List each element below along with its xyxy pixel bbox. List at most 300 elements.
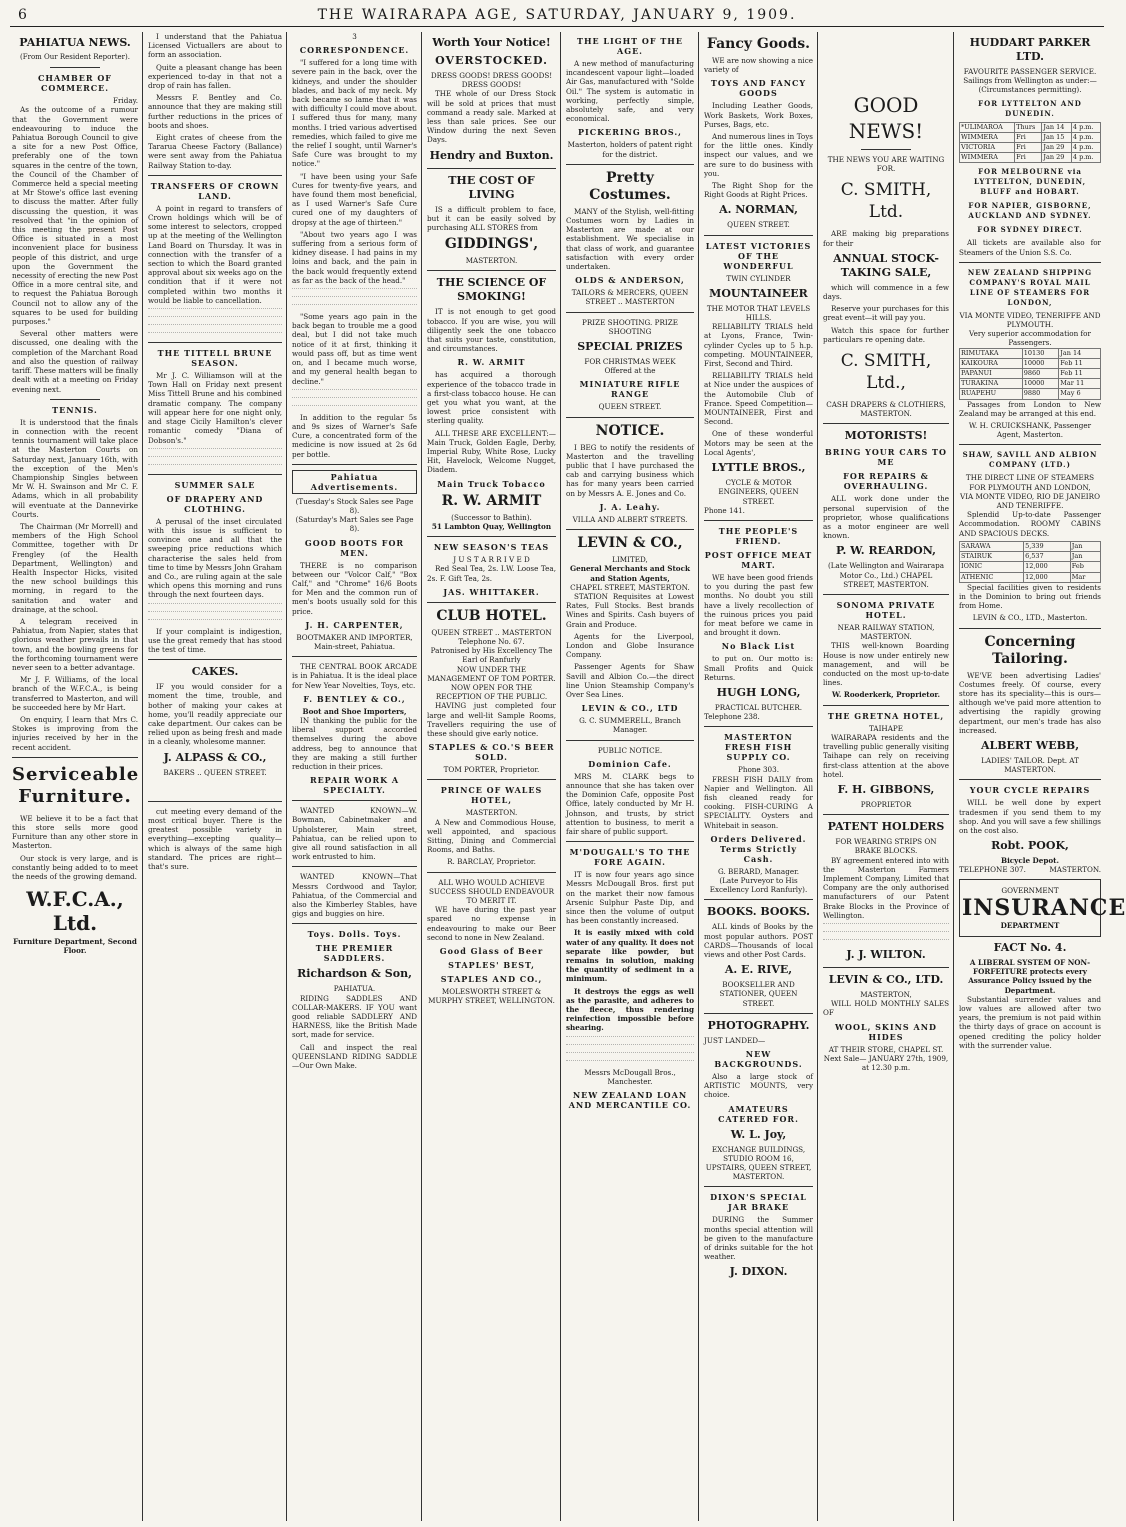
table-row xyxy=(960,153,1101,163)
ad-address: G. BERARD, Manager. xyxy=(717,866,799,876)
ad-subline: THE NEWS YOU ARE WAITING FOR. xyxy=(827,155,945,174)
ad-headline: Toys. Dolls. Toys. xyxy=(307,929,402,940)
table-cell: 4 p.m. xyxy=(1071,132,1100,142)
table-cell: 9880 xyxy=(1022,389,1059,399)
ad-subline: J U S T A R R I V E D xyxy=(453,555,530,565)
ad-text: Splendid Up-to-date Passenger Accommodation. ROOMY CABINS AND SPACIOUS DECKS. xyxy=(959,510,1101,538)
ad-company: Robt. POOK, xyxy=(991,839,1069,853)
table-cell: *ULIMAROA xyxy=(960,122,1015,132)
table-cell: Feb xyxy=(1070,562,1100,572)
article-paragraph: Messrs F. Bentley and Co. announce that they are making still further reductions in the prices of boots and shoes. xyxy=(148,93,282,130)
ad-headline: OVERSTOCKED. xyxy=(435,54,548,67)
column-rule xyxy=(953,32,954,1521)
table-row xyxy=(960,132,1101,142)
ad-text: IT is now four years ago since Messrs McDougall Bros. first put on the market their now famous Arsenic Sulphur Paste Dip, and since then the volume of output has been constantly increased. xyxy=(566,870,694,926)
table-cell: SARAWA xyxy=(960,541,1024,551)
ad-text: ALL kinds of Books by the most popular authors. POST CARDS—Thousands of local views and other Post Cards. xyxy=(704,922,813,959)
ad-headline: NEW ZEALAND SHIPPING COMPANY'S ROYAL MAIL LINE OF STEAMERS FOR LONDON, xyxy=(967,267,1093,307)
article-paragraph: A point in regard to transfers of Crown holdings which will be of some interest to selectors, cropped up at the meeting of the Wellington Land Board on Thursday. It was in connection with the transfer of a section to which the Board granted approval about six weeks ago on the condition that if it were not completed within two months it would be liable to cancellation. xyxy=(148,203,282,305)
ad-headline: Pretty Costumes. xyxy=(589,169,671,203)
ad-text: ARE making big preparations for their xyxy=(823,229,949,248)
ad-company: LEVIN & CO., LTD. xyxy=(828,972,944,986)
ad-text: WILL be well done by expert tradesmen if you send them to my shop. And you will save a few shillings on the cost also. xyxy=(959,798,1101,835)
ad-company: W. L. Joy, xyxy=(730,1127,787,1141)
ad-text: All tickets are available also for Steamers of the Union S.S. Co. xyxy=(959,238,1101,257)
sailing-table xyxy=(959,122,1101,164)
ad-text: WANTED KNOWN—That Messrs Cordwood and Taylor, Pahiatua, of the Commercial and also the Kimberley Stables, have gigs and buggies on hire. xyxy=(292,872,417,919)
table-row xyxy=(960,369,1101,379)
article-paragraph: Mr J. F. Williams, of the local branch of the W.F.C.A., is being transferred to Masterton, and will be succeeded here by Mr Hart. xyxy=(12,675,138,712)
ad-company: HUGH LONG, xyxy=(716,685,801,699)
column-ads-4 xyxy=(427,32,556,1521)
ad-text: MANY of the Stylish, well-fitting Costumes worn by Ladies in Masterton are made at our establishment. We specialise in that class of work, and guarantee satisfaction with every order undertaken. xyxy=(566,206,694,272)
table-cell: IONIC xyxy=(960,562,1024,572)
column-rule xyxy=(286,32,287,1521)
ad-headline: Dominion Cafe. xyxy=(588,758,672,769)
ad-address: PAHIATUA. xyxy=(333,984,376,994)
ad-text: The Right Shop for the Right Goods at Right Prices. xyxy=(704,181,813,200)
ad-address: W. H. CRUICKSHANK, Passenger Agent, Masterton. xyxy=(968,421,1092,440)
article-paragraph: Mr J. C. Williamson will at the Town Hall on Friday next present Miss Tittell Brune and his combined dramatic company. The company will appear here for one night only, and stage Cicily Hamilton's clever romantic comedy "Diana of Dobson's." xyxy=(148,371,282,445)
ad-subline: STAPLES & CO.'S BEER SOLD. xyxy=(428,742,555,763)
ad-headline: M'DOUGALL'S TO THE FORE AGAIN. xyxy=(569,847,691,868)
table-row xyxy=(960,389,1101,399)
ad-text: WE have during the past year spared no expense in endeavouring to make our Beer second to none in New Zealand. xyxy=(427,905,556,942)
ad-address: QUEEN STREET. xyxy=(598,402,662,412)
ad-subline: Orders Delivered. Terms Strictly Cash. xyxy=(710,833,807,864)
ad-headline: Fancy Goods. xyxy=(706,36,811,52)
ad-text: Substantial surrender values and low values are allowed after two years, the premium is not paid within the thirty days of grace on account is opened crediting the policy holder with the surrender value. xyxy=(959,994,1101,1050)
table-cell: 12,000 xyxy=(1024,572,1071,582)
ad-text: WILL HOLD MONTHLY SALES OF xyxy=(823,999,949,1018)
ad-company: NEW ZEALAND LOAN AND MERCANTILE CO. xyxy=(568,1090,692,1111)
ad-headline: No Black List xyxy=(721,641,796,652)
ad-address: R. BARCLAY, Proprietor. xyxy=(447,857,536,867)
ad-address: CASH DRAPERS & CLOTHIERS, MASTERTON. xyxy=(826,400,946,419)
ad-text: to put on. Our motto is: Small Profits and Quick Returns. xyxy=(704,654,813,682)
route-heading: FOR NAPIER, GISBORNE, AUCKLAND AND SYDNEY. xyxy=(968,201,1092,221)
ad-headline: CLUB HOTEL. xyxy=(436,607,547,624)
ad-headline: NOTICE. xyxy=(595,422,665,439)
ad-company: LEVIN & CO., xyxy=(577,535,683,552)
ad-subline: Next Sale— JANUARY 27th, 1909, at 12.30 p.m. xyxy=(823,1053,949,1072)
ad-text: Passenger Agents for Shaw Savill and Albion Co.—the direct line Union Steamship Company's Over Sea Lines. xyxy=(566,662,694,699)
subheading: CHAMBER OF COMMERCE. xyxy=(38,73,112,94)
article-paragraph: A telegram received in Pahiatua, from Napier, states that glorious weather prevails in that town, and the bowling greens for the forthcoming tournament were never seen to a better advantage. xyxy=(12,616,138,672)
ad-company: W. Rooderkerk, Proprietor. xyxy=(831,690,941,700)
table-cell: RUAPEHU xyxy=(960,389,1023,399)
ad-text: Including Leather Goods, Work Baskets, Work Boxes, Purses, Bags, etc. xyxy=(704,101,813,129)
ad-company: J. H. CARPENTER, xyxy=(305,619,404,630)
ad-subline: NOW UNDER THE MANAGEMENT OF TOM PORTER. NOW OPEN FOR THE RECEPTION OF THE PUBLIC. xyxy=(427,664,556,702)
article-paragraph: Eight crates of cheese from the Tararua Cheese Factory (Ballance) were sent away from the Pahiatua Railway Station to-day. xyxy=(148,133,282,170)
ad-address: TAILORS & MERCERS, QUEEN STREET .. MASTERTON xyxy=(571,288,689,307)
ad-address: Messrs McDougall Bros., Manchester. xyxy=(584,1067,676,1086)
ad-headline: Worth Your Notice! xyxy=(432,36,551,49)
article-paragraph: If your complaint is indigestion, use the great remedy that has stood the test of time. xyxy=(148,626,282,654)
ad-headline: HUDDART PARKER LTD. xyxy=(969,36,1091,63)
ad-subline: AMATEURS CATERED FOR. xyxy=(718,1103,799,1124)
ad-text: IS a difficult problem to face, but it can be easily solved by purchasing ALL STORES from xyxy=(427,204,556,233)
table-cell: Feb 11 xyxy=(1059,369,1101,379)
newspaper-title: THE WAIRARAPA AGE, SATURDAY, JANUARY 9, 1909. xyxy=(317,7,797,23)
ad-company: J. A. Leahy. xyxy=(599,501,661,512)
table-cell: RIMUTAKA xyxy=(960,348,1023,358)
ad-headline: FACT No. 4. xyxy=(993,940,1067,954)
ad-text: Reserve your purchases for this great event—it will pay you. xyxy=(823,304,949,323)
ad-subline: VIA MONTE VIDEO, RIO DE JANEIRO AND TENERIFFE. xyxy=(960,491,1100,511)
ad-company: OLDS & ANDERSON, xyxy=(575,275,685,286)
ad-text: RIDING SADDLES AND COLLAR-MAKERS. IF YOU want good reliable SADDLERY AND HARNESS, like the British Made sort, made for service. xyxy=(292,993,417,1040)
ad-headline: Main Truck Tobacco xyxy=(437,478,546,489)
ad-company: LYTTLE BROS., xyxy=(711,461,806,475)
ad-headline: SHAW, SAVILL AND ALBION COMPANY (LTD.) xyxy=(962,450,1098,470)
table-row xyxy=(960,143,1101,153)
ad-headline: WOOL, SKINS AND HIDES xyxy=(835,1021,937,1042)
article-paragraph: "About two years ago I was suffering from a serious form of kidney disease. I had pains in my loins and back, and the pain in the back would frequently extend as far as the back of the head." xyxy=(292,229,417,285)
table-cell: Jan xyxy=(1070,541,1100,551)
section-heading: CORRESPONDENCE. xyxy=(299,45,410,56)
page-number: 6 xyxy=(18,7,27,23)
ad-headline: MOTORISTS! xyxy=(844,429,928,443)
article-paragraph: On enquiry, I learn that Mrs C. Stokes is improving from the injuries received by her in the recent accident. xyxy=(12,715,138,752)
ad-address: NEAR RAILWAY STATION, MASTERTON. xyxy=(837,623,935,642)
ad-text: WE'VE been advertising Ladies' Costumes freely. Of course, every store has its speciality—this is ours—although we've paid more attention to advertising the rapidly growing department, our men's trade has also increased. xyxy=(959,670,1101,735)
steamer-table xyxy=(959,348,1101,400)
article-paragraph: Several other matters were discussed, one dealing with the completion of the Marchant Road and also the question of railway tariff. These matters will be finally dealt with at a meeting on Friday evening next. xyxy=(12,329,138,394)
ad-address: TAIHAPE xyxy=(869,723,903,733)
ad-subline: THE MOTOR THAT LEVELS HILLS. xyxy=(706,303,811,323)
ad-subline: ALL WHO WOULD ACHIEVE SUCCESS SHOULD ENDEAVOUR TO MERIT IT. xyxy=(429,877,554,905)
ad-text: WAIRARAPA residents and the travelling public generally visiting Taihape can rely on receiving first-class attention at the above hotel. xyxy=(823,732,949,779)
table-cell: Jan 29 xyxy=(1042,153,1072,163)
table-cell: 4 p.m. xyxy=(1071,122,1100,132)
ad-company: F. H. GIBBONS, xyxy=(837,782,935,796)
column-rule xyxy=(421,32,422,1521)
ad-text: ALL THESE ARE EXCELLENT:— Main Truck, Golden Eagle, Derby, Imperial Ruby, White Rose, Lucky Hit, Havelock, Welcome Nugget, Diadem. xyxy=(427,428,556,475)
ad-company: W.F.C.A., Ltd. xyxy=(26,887,124,936)
table-cell: Mar xyxy=(1070,572,1100,582)
ad-address: PROPRIETOR xyxy=(860,799,912,809)
ad-text: STATION Requisites at Lowest Rates, Full Stocks. Best brands Wines and Spirits. Cash buyers of Grain and Produce. xyxy=(566,591,694,629)
table-row xyxy=(960,379,1101,389)
ad-text: A New and Commodious House, well appointed, and spacious Sitting, Dining and Commercial Rooms, and Baths. xyxy=(427,817,556,855)
table-cell: 10000 xyxy=(1022,379,1059,389)
ad-company: C. SMITH, Ltd., xyxy=(840,351,932,394)
ad-address: MASTERTON. xyxy=(465,256,518,266)
ad-address: CHAPEL STREET, MASTERTON. xyxy=(570,582,690,592)
table-cell: Jan 14 xyxy=(1042,122,1072,132)
table-cell: Fri xyxy=(1015,143,1042,153)
ad-text: THIS well-known Boarding House is now under entirely new management, and will be conducted on the most up-to-date lines. xyxy=(823,641,949,688)
ad-company: R. W. ARMIT xyxy=(457,357,526,368)
table-row xyxy=(960,122,1101,132)
ad-headline: THE PEOPLE'S FRIEND. xyxy=(718,525,799,546)
ad-headline: PATENT HOLDERS xyxy=(827,820,945,834)
ad-company: LEVIN & CO., LTD xyxy=(581,703,679,714)
table-cell: PAPANUI xyxy=(960,369,1023,379)
ad-address: LADIES' TAILOR. Dept. AT MASTERTON. xyxy=(981,755,1079,775)
table-cell: TURAKINA xyxy=(960,379,1023,389)
ad-text: It is easily mixed with cold water of any quality. It does not separate like powder, but remains in solution, making the quantity of sediment in a minimum. xyxy=(566,928,694,984)
ad-address: Masterton, holders of patent right for the district. xyxy=(567,140,693,159)
ad-address: CYCLE & MOTOR ENGINEERS, QUEEN STREET. xyxy=(718,478,799,506)
table-cell: Jan 14 xyxy=(1059,348,1101,358)
table-cell: 10000 xyxy=(1022,358,1059,368)
ad-subline: DRESS GOODS! DRESS GOODS! DRESS GOODS! xyxy=(430,71,553,90)
ad-headline: ANNUAL STOCK-TAKING SALE, xyxy=(833,251,939,279)
notice-line: (Saturday's Mart Sales see Page 8). xyxy=(295,515,414,534)
column-local-items xyxy=(148,32,282,1521)
column-shipping xyxy=(959,32,1126,1521)
ad-text: It destroys the eggs as well as the parasite, and adheres to the fleece, thus rendering reinfection impossible before shearing. xyxy=(566,986,694,1033)
table-cell: WIMMERA xyxy=(960,153,1015,163)
table-cell: ATHENIC xyxy=(960,572,1024,582)
ad-company: C. SMITH, Ltd. xyxy=(840,180,932,223)
ad-subline: BRING YOUR CARS TO ME xyxy=(825,447,947,468)
ad-text: IF you would consider for a moment the time, trouble, and bother of making your cakes at home, you'll readily appreciate our cake department. Our cakes can be relied upon as being fresh and made in a cleanly, wholesome manner. xyxy=(148,682,282,747)
ad-text: Special facilities given to residents in the Dominion to bring out friends from Home. xyxy=(959,582,1101,611)
ad-headline: LATEST VICTORIES OF THE WONDERFUL xyxy=(705,240,812,271)
ad-subline: FOR REPAIRS & OVERHAULING. xyxy=(843,471,929,492)
ad-address: (Late Purveyor to His Excellency Lord Ranfurly). xyxy=(709,875,808,895)
column-rule xyxy=(560,32,561,1521)
ad-text: WE believe it to be a fact that this store sells more good Furniture than any other store in Masterton. xyxy=(12,813,138,851)
ad-company: GIDDINGS', xyxy=(444,236,539,253)
ad-headline: THE LIGHT OF THE AGE. xyxy=(577,36,683,56)
ad-address: Boot and Shoe Importers, xyxy=(302,706,407,716)
ad-text: Call and inspect the real QUEENSLAND RIDING SADDLE—Our Own Make. xyxy=(292,1042,417,1071)
ad-text: THE whole of our Dress Stock will be sold at prices that must command a ready sale. Marked at less than sale prices. See our Window during the next Seven Days. xyxy=(427,89,556,145)
ad-text: I BEG to notify the residents of Masterton and the travelling public that I have purchased the cab and carrying business which has for many years been carried on by Messrs A. E. Jones and Co. xyxy=(566,442,694,498)
ad-company: P. W. REARDON, xyxy=(836,544,936,558)
ad-text: RELIABILITY TRIALS held at Nice under the auspices of the Automobile Club of France. Speed Competition—MOUNTAINEER, First and Second. xyxy=(704,371,813,427)
ad-address: MASTERTON. xyxy=(465,808,518,818)
ad-subline: Patronised by His Excellency The Earl of Ranfurly xyxy=(430,646,553,665)
ad-subline: A LIBERAL SYSTEM OF NON-FORFEITURE protects every Assurance Policy issued by the Department. xyxy=(968,957,1092,995)
table-row xyxy=(960,552,1101,562)
article-paragraph: The Chairman (Mr Morrell) and members of the High School Committee, together with Dr Frengley (of the Health Department, Wellington) and Health Inspector Hicks, visited the new school buildings this morning, in regard to the sanitation and water and drainage, at the school. xyxy=(12,521,138,614)
ad-company: ALBERT WEBB, xyxy=(980,738,1080,752)
route-heading: FOR LYTTELTON AND DUNEDIN. xyxy=(978,98,1082,118)
ad-text: One of these wonderful Motors may be seen at the Local Agents', xyxy=(704,429,813,457)
ad-address: TOM PORTER, Proprietor. xyxy=(443,765,540,775)
ad-address: Phone 141. xyxy=(704,505,745,515)
table-cell: 4 p.m. xyxy=(1071,153,1100,163)
article-paragraph: In addition to the regular 5s and 9s sizes of Warner's Safe Cure, a concentrated form of the medicine is now issued at 2s 6d per bottle. xyxy=(292,412,417,459)
table-cell: Fri xyxy=(1015,132,1042,142)
ad-company: A. E. RIVE, xyxy=(724,963,793,977)
ad-text: ALL work done under the personal supervision of the proprietor, whose qualifications as a motor engineer are well known. xyxy=(823,494,949,541)
column-number: 3 xyxy=(352,32,357,41)
ad-headline: INSURANCE xyxy=(962,894,1126,921)
column-ads-7 xyxy=(823,32,949,1521)
table-cell: Jan 15 xyxy=(1042,132,1072,142)
ad-company: PICKERING BROS., xyxy=(578,127,682,138)
ad-company: MINIATURE RIFLE RANGE xyxy=(579,379,681,400)
ad-company: A. NORMAN, xyxy=(719,203,798,217)
ad-company: STAPLES AND CO., xyxy=(440,973,543,984)
ad-text: cut meeting every demand of the most critical buyer. There is the greatest possible variety in everything—excepting quality—which is always of the same high standard. The prices are right—that's sure. xyxy=(148,806,282,871)
ad-company: R. W. ARMIT xyxy=(441,492,542,509)
ad-company: J. J. WILTON. xyxy=(846,947,926,961)
ad-subline: DEPARTMENT xyxy=(1000,920,1060,930)
ad-address: BOOKSELLER AND STATIONER, QUEEN STREET. xyxy=(719,980,798,1008)
ad-text: And numerous lines in Toys for the little ones. Kindly inspect our values, and we are sure to do business with you. xyxy=(704,132,813,178)
ad-headline: STAPLES' BEST, xyxy=(448,959,535,970)
table-cell: STAIRUK xyxy=(960,552,1024,562)
table-row xyxy=(960,348,1101,358)
ad-company: Richardson & Son, xyxy=(297,967,412,981)
ad-text: has acquired a thorough experience of the tobacco trade in a first-class tobacco house. He can get you what you want, at the lowest price consistent with sterling quality. xyxy=(427,370,556,426)
ad-text: Also a large stock of ARTISTIC MOUNTS, very choice. xyxy=(704,1072,813,1100)
ad-headline: Good Glass of Beer xyxy=(439,945,544,956)
table-row xyxy=(960,358,1101,368)
ad-address: Telephone 238. xyxy=(704,712,760,722)
ad-text: Our stock is very large, and is constantly being added to to meet the needs of the growing demand. xyxy=(12,853,138,882)
ad-subline: FOR CHRISTMAS WEEK xyxy=(584,357,676,367)
table-cell: Mar 11 xyxy=(1059,379,1101,389)
ad-headline: Concerning Tailoring. xyxy=(984,633,1076,667)
table-cell: KAIKOURA xyxy=(960,358,1023,368)
section-heading: PAHIATUA NEWS. xyxy=(19,36,131,49)
table-cell: VICTORIA xyxy=(960,143,1015,153)
ad-headline: NEW SEASON'S TEAS xyxy=(433,542,550,553)
ad-headline: Serviceable Furniture. xyxy=(12,763,140,807)
ad-text: IN thanking the public for the liberal support accorded themselves during the above address, beg to announce that they are making a still further reduction in their prices. xyxy=(292,715,417,771)
ad-address: TELEPHONE 307. xyxy=(959,865,1026,875)
ad-subline: THE DIRECT LINE OF STEAMERS FOR PLYMOUTH AND LONDON, xyxy=(965,473,1095,492)
table-cell: Feb 11 xyxy=(1059,358,1101,368)
ad-address: EXCHANGE BUILDINGS, xyxy=(711,1144,806,1154)
table-cell: 10130 xyxy=(1022,348,1059,358)
ad-address: (Successor to Bathin). xyxy=(451,512,532,522)
ad-subline: TWIN CYLINDER xyxy=(726,273,791,283)
ad-text: BY agreement entered into with the Masterton Farmers Implement Company, Limited that Company are the only authorised manufacturers of our Patent Brake Blocks in the Province of Wellington. xyxy=(823,855,949,920)
subheading: TRANSFERS OF CROWN LAND. xyxy=(150,180,280,201)
ad-address: STUDIO ROOM 16, UPSTAIRS, QUEEN STREET, MASTERTON. xyxy=(705,1153,812,1182)
article-paragraph: "Some years ago pain in the back began to trouble me a good deal, but I did not take much notice of it at first, thinking it would pass off, but as time went on, and I became much worse, and my general health began to decline." xyxy=(292,312,417,386)
ad-address: BOOTMAKER AND IMPORTER, Main-street, Pahiatua. xyxy=(296,632,413,651)
ad-text: WE have been good friends to you during the past few months. No doubt you still have a lively recollection of the ruinous prices you paid for meat before we came in and brought it down. xyxy=(704,572,813,638)
ad-subline: Phone 303. xyxy=(738,765,779,775)
column-rule xyxy=(142,32,143,1521)
ad-headline: MOUNTAINEER xyxy=(709,286,808,300)
ad-subline: PUBLIC NOTICE. xyxy=(597,745,663,755)
ad-subline: Bicycle Depot. xyxy=(1001,856,1059,866)
article-paragraph: Quite a pleasant change has been experienced to-day in that not a drop of rain has fallen. xyxy=(148,62,282,91)
ad-headline: SPECIAL PRIZES xyxy=(577,340,683,354)
ad-headline: PRINCE OF WALES HOTEL, xyxy=(440,785,543,806)
subheading: THE TITTELL BRUNE SEASON. xyxy=(157,348,273,369)
ad-address: BAKERS .. QUEEN STREET. xyxy=(163,767,267,777)
ad-text: WANTED KNOWN—W. Bowman, Cabinetmaker and Upholsterer, Main street, Pahiatua, can be relied upon to give all round satisfaction in all work entrusted to him. xyxy=(292,806,417,862)
column-correspondence xyxy=(292,32,417,1521)
subheading: TENNIS. xyxy=(52,404,98,415)
ad-headline: DIXON'S SPECIAL JAR BRAKE xyxy=(710,1192,807,1213)
ad-headline: GOOD NEWS! xyxy=(848,93,924,143)
subheading: OF DRAPERY AND CLOTHING. xyxy=(166,493,264,514)
ad-text: Passages from London to New Zealand may be arranged at this end. xyxy=(959,399,1101,418)
route-heading: FOR SYDNEY DIRECT. xyxy=(977,225,1083,235)
ad-headline: THE PREMIER SADDLERS. xyxy=(315,943,394,964)
ad-headline: YOUR CYCLE REPAIRS xyxy=(969,785,1091,796)
column-pahiatua-news xyxy=(12,32,138,1521)
ad-address: (Late Wellington and Wairarapa Motor Co., Ltd.) CHAPEL STREET, MASTERTON. xyxy=(827,561,945,589)
ad-text: Watch this space for further particulars re opening date. xyxy=(823,325,949,344)
ad-address: G. C. SUMMERELL, Branch Manager. xyxy=(579,716,681,735)
ad-headline: THE GRETNA HOTEL, xyxy=(827,710,945,721)
table-cell: 5,339 xyxy=(1024,541,1071,551)
ad-subline: General Merchants and Stock and Station Agents, xyxy=(570,564,690,583)
ad-text: DURING the Summer months special attention will be given to the manufacture of drinks suitable for the hot weather. xyxy=(704,1215,813,1262)
column-rule xyxy=(817,32,818,1521)
article-paragraph: "I suffered for a long time with severe pain in the back, over the kidneys, and under the shoulder blades, and back of my neck. My back became so lame that it was with difficulty I could move about. I suffered thus for many, many months. I tried various advertised remedies, which failed to give me the relief I sought, until Warner's Safe Cure was brought to my notice." xyxy=(292,58,417,169)
ad-address: QUEEN STREET .. MASTERTON Telephone No. 67. xyxy=(431,627,552,646)
ad-address: MOLESWORTH STREET & MURPHY STREET, WELLINGTON. xyxy=(428,986,555,1006)
ad-subline: VIA MONTE VIDEO, TENERIFFE AND PLYMOUTH. xyxy=(959,310,1101,330)
dateline: Friday. xyxy=(113,96,138,106)
ad-subline: FOR WEARING STRIPS ON BRAKE BLOCKS. xyxy=(835,837,937,856)
table-row xyxy=(960,572,1101,582)
ad-headline: BOOKS. BOOKS. xyxy=(706,905,811,919)
ad-text: FRESH FISH DAILY from Napier and Wellington. All fish cleaned ready for cooking. FISH-CURING A SPECIALITY. Oysters and Whitebait in season. xyxy=(704,774,813,830)
ad-headline: POST OFFICE MEAT MART. xyxy=(704,549,813,570)
column-rule xyxy=(698,32,699,1521)
ad-headline: MASTERTON FRESH FISH SUPPLY CO. xyxy=(724,732,793,763)
ad-headline: GOOD BOOTS FOR MEN. xyxy=(304,537,405,558)
route-heading: FOR MELBOURNE via LYTTELTON, DUNEDIN, BLUFF and HOBART. xyxy=(973,167,1087,197)
ad-subline: Offered at the xyxy=(604,366,656,376)
table-cell: Jan 29 xyxy=(1042,143,1072,153)
article-paragraph: "I have been using your Safe Cures for twenty-five years, and have found them most beneficial, as I used Warner's Safe Cure cured one of my daughters of dropsy at the age of thirteen." xyxy=(292,171,417,227)
ad-headline: REPAIR WORK A SPECIALTY. xyxy=(309,775,400,796)
table-cell: 9860 xyxy=(1022,369,1059,379)
article-paragraph: It is understood that the finals in connection with the recent tennis tournament will take place at the Masterton Courts on Saturday next, January 16th, with the exception of the Men's Championship Singles between Mr W. H. Swainson and Mr C. F. Adams, which in all probability will eventuate at the Dannevirke Courts. xyxy=(12,417,138,519)
ad-headline: CAKES. xyxy=(191,665,239,679)
ad-company: J. DIXON. xyxy=(729,1265,788,1279)
table-cell: Thurs xyxy=(1015,122,1042,132)
subheading: Pahiatua Advertisements. xyxy=(292,470,417,494)
ad-subline: FAVOURITE PASSENGER SERVICE. xyxy=(963,67,1097,76)
ad-address: PRACTICAL BUTCHER. xyxy=(714,702,803,712)
masthead xyxy=(10,4,1104,27)
insurance-ad xyxy=(959,879,1126,937)
ad-text: A new method of manufacturing incandescent vapour light—loaded Air Gas, manufactured with "Solde Oil." The system is automatic in working, perfectly simple, absolutely safe, and very economical. xyxy=(566,59,694,124)
byline: (From Our Resident Reporter). xyxy=(20,53,130,61)
ad-subline: Very superior accommodation for Passengers. xyxy=(969,329,1091,348)
subheading: SUMMER SALE xyxy=(174,479,256,490)
ad-headline: PHOTOGRAPHY. xyxy=(707,1018,810,1032)
ad-address: VILLA AND ALBERT STREETS. xyxy=(572,514,688,524)
ad-company: Hendry and Buxton. xyxy=(429,148,554,162)
ad-text: MRS M. CLARK begs to announce that she has taken over the Dominion Cafe, opposite Post Office, lately conducted by Mr H. Johnson, and trusts, by strict attention to business, to merit a fair share of public support. xyxy=(566,771,694,836)
ad-subline: Sailings from Wellington as under:— (Circumstances permitting). xyxy=(963,76,1097,95)
ad-address: 51 Lambton Quay, Wellington xyxy=(431,521,552,531)
notice-line: (Tuesday's Stock Sales see Page 8). xyxy=(295,496,414,515)
ad-text: RELIABILITY TRIALS held at Lyons, France, Twin-cylinder Cycles up to 5 h.p. competing. MOUNTAINEER, First, Second and Third. xyxy=(704,322,813,369)
article-paragraph: As the outcome of a rumour that the Government were endeavouring to induce the Pahiatua Borough Council to give a site for a new Post Office, preferably one of the town squares in the centre of the town, the Council of the Chamber of Commerce held a special meeting at Mr Stowe's office last evening to discuss the matter. After fully discussing the question, it was resolved that "in the opinion of this meeting the present Post Office is situated in a most inconvenient place for business people of this district, and urge upon the Government the necessity of erecting the new Post Office in a more central site, and to request the Pahiatua Borough Council not to allow any of the squares to be used for building purposes." xyxy=(12,105,138,327)
ad-company: F. BENTLEY & CO., xyxy=(303,693,406,704)
table-cell: 4 p.m. xyxy=(1071,143,1100,153)
ad-subline: LIMITED, xyxy=(612,555,648,565)
ad-text: Agents for the Liverpool, London and Globe Insurance Company. xyxy=(566,631,694,660)
table-cell: 12,000 xyxy=(1024,562,1071,572)
column-ads-5 xyxy=(566,32,694,1521)
ad-address: MASTERTON, xyxy=(860,989,912,999)
ad-company: JAS. WHITTAKER. xyxy=(443,586,540,597)
ad-text: IT is not enough to get good tobacco. If you are wise, you will diligently seek the one tobacco that suits your taste, constitution, and circumstances. xyxy=(427,307,556,354)
